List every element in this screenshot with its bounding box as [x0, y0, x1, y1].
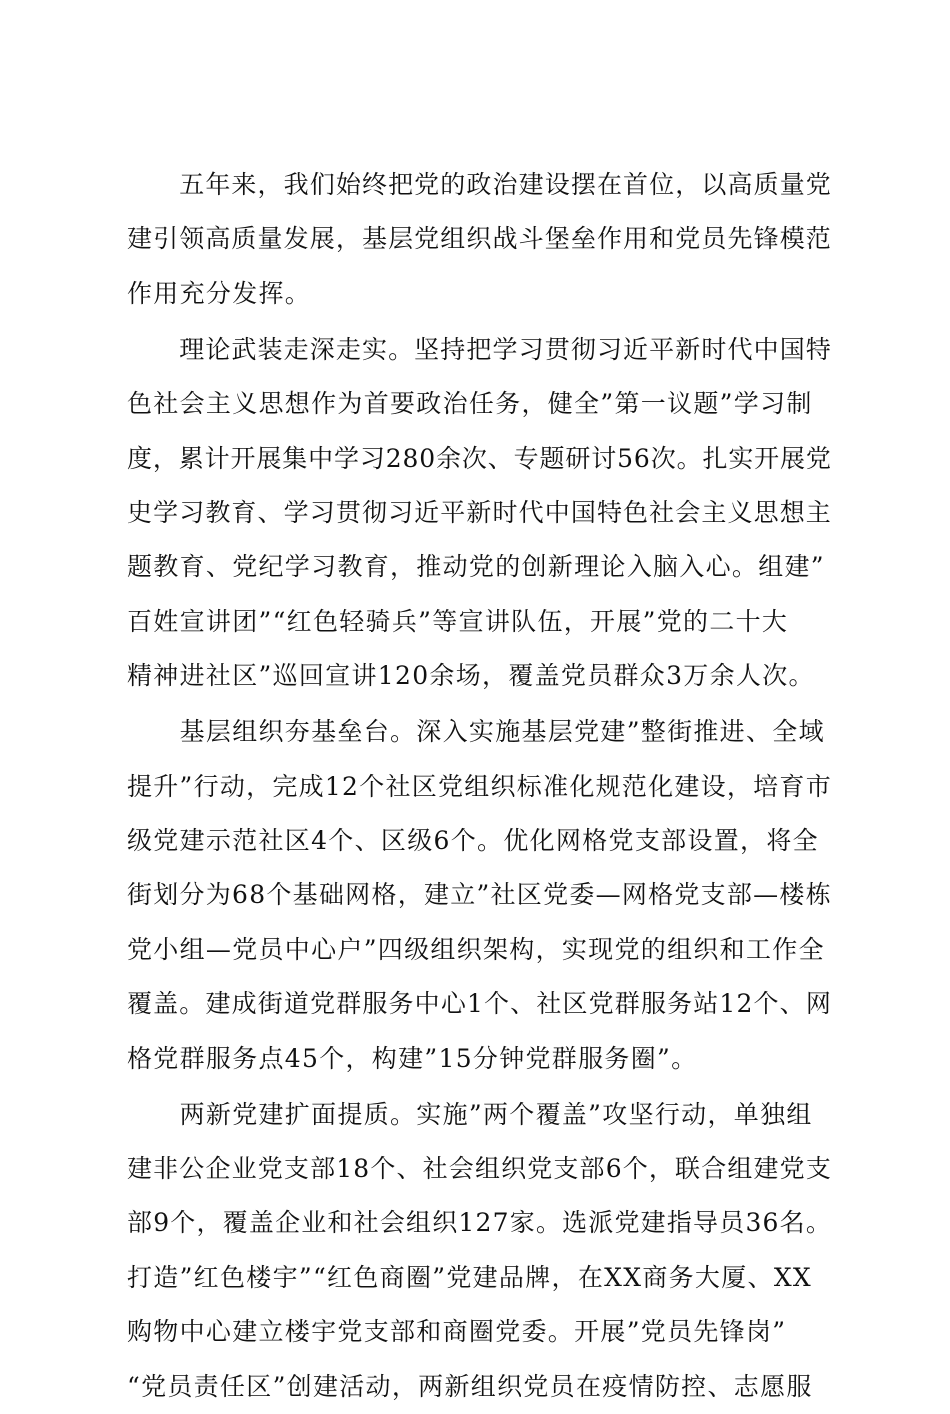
paragraph-2-line-1: 理论武装走深走实。坚持把学习贯彻习近平新时代中国特	[127, 334, 832, 364]
paragraph-3-line-2: 提升”行动，完成12个社区党组织标准化规范化建设，培育市	[127, 771, 832, 801]
paragraph-3-line-3: 级党建示范社区4个、区级6个。优化网格党支部设置，将全	[127, 826, 819, 855]
paragraph-4-line-6: “党员责任区”创建活动，两新组织党员在疫情防控、志愿服	[127, 1371, 813, 1401]
paragraph-1-line-3: 作用充分发挥。	[127, 278, 312, 308]
paragraph-3-line-7: 格党群服务点45个，构建”15分钟党群服务圈”。	[127, 1043, 698, 1073]
paragraph-1-line-1: 五年来，我们始终把党的政治建设摆在首位，以高质量党	[127, 170, 832, 199]
paragraph-4-line-5: 购物中心建立楼宇党支部和商圈党委。开展”党员先锋岗”	[127, 1317, 787, 1347]
paragraph-2-line-2: 色社会主义思想作为首要政治任务，健全”第一议题”学习制	[127, 389, 813, 419]
paragraph-2-line-3: 度，累计开展集中学习280余次、专题研讨56次。扎实开展党	[127, 443, 832, 473]
paragraph-2-line-6: 百姓宣讲团”“红色轻骑兵”等宣讲队伍，开展”党的二十大	[127, 606, 789, 636]
paragraph-3-line-1: 基层组织夯基垒台。深入实施基层党建”整街推进、全域	[127, 717, 825, 747]
paragraph-3-line-5: 党小组—党员中心户”四级组织架构，实现党的组织和工作全	[127, 934, 825, 964]
paragraph-4-line-3: 部9个，覆盖企业和社会组织127家。选派党建指导员36名。	[127, 1208, 833, 1238]
paragraph-1-line-2: 建引领高质量发展，基层党组织战斗堡垒作用和党员先锋模范	[127, 224, 832, 254]
paragraph-2-line-4: 史学习教育、学习贯彻习近平新时代中国特色社会主义思想主	[127, 498, 832, 527]
paragraph-3-line-4: 街划分为68个基础网格，建立”社区党委—网格党支部—楼栋	[127, 880, 832, 910]
paragraph-3-line-6: 覆盖。建成街道党群服务中心1个、社区党群服务站12个、网	[127, 989, 832, 1019]
paragraph-2-line-5: 题教育、党纪学习教育，推动党的创新理论入脑入心。组建”	[127, 552, 825, 582]
paragraph-4-line-1: 两新党建扩面提质。实施”两个覆盖”攻坚行动，单独组	[127, 1099, 813, 1129]
paragraph-4-line-2: 建非公企业党支部18个、社会组织党支部6个，联合组建党支	[127, 1154, 832, 1183]
paragraph-4-line-4: 打造”红色楼宇”“红色商圈”党建品牌，在XX商务大厦、XX	[127, 1262, 813, 1292]
paragraph-2-line-7: 精神进社区”巡回宣讲120余场，覆盖党员群众3万余人次。	[127, 661, 815, 691]
